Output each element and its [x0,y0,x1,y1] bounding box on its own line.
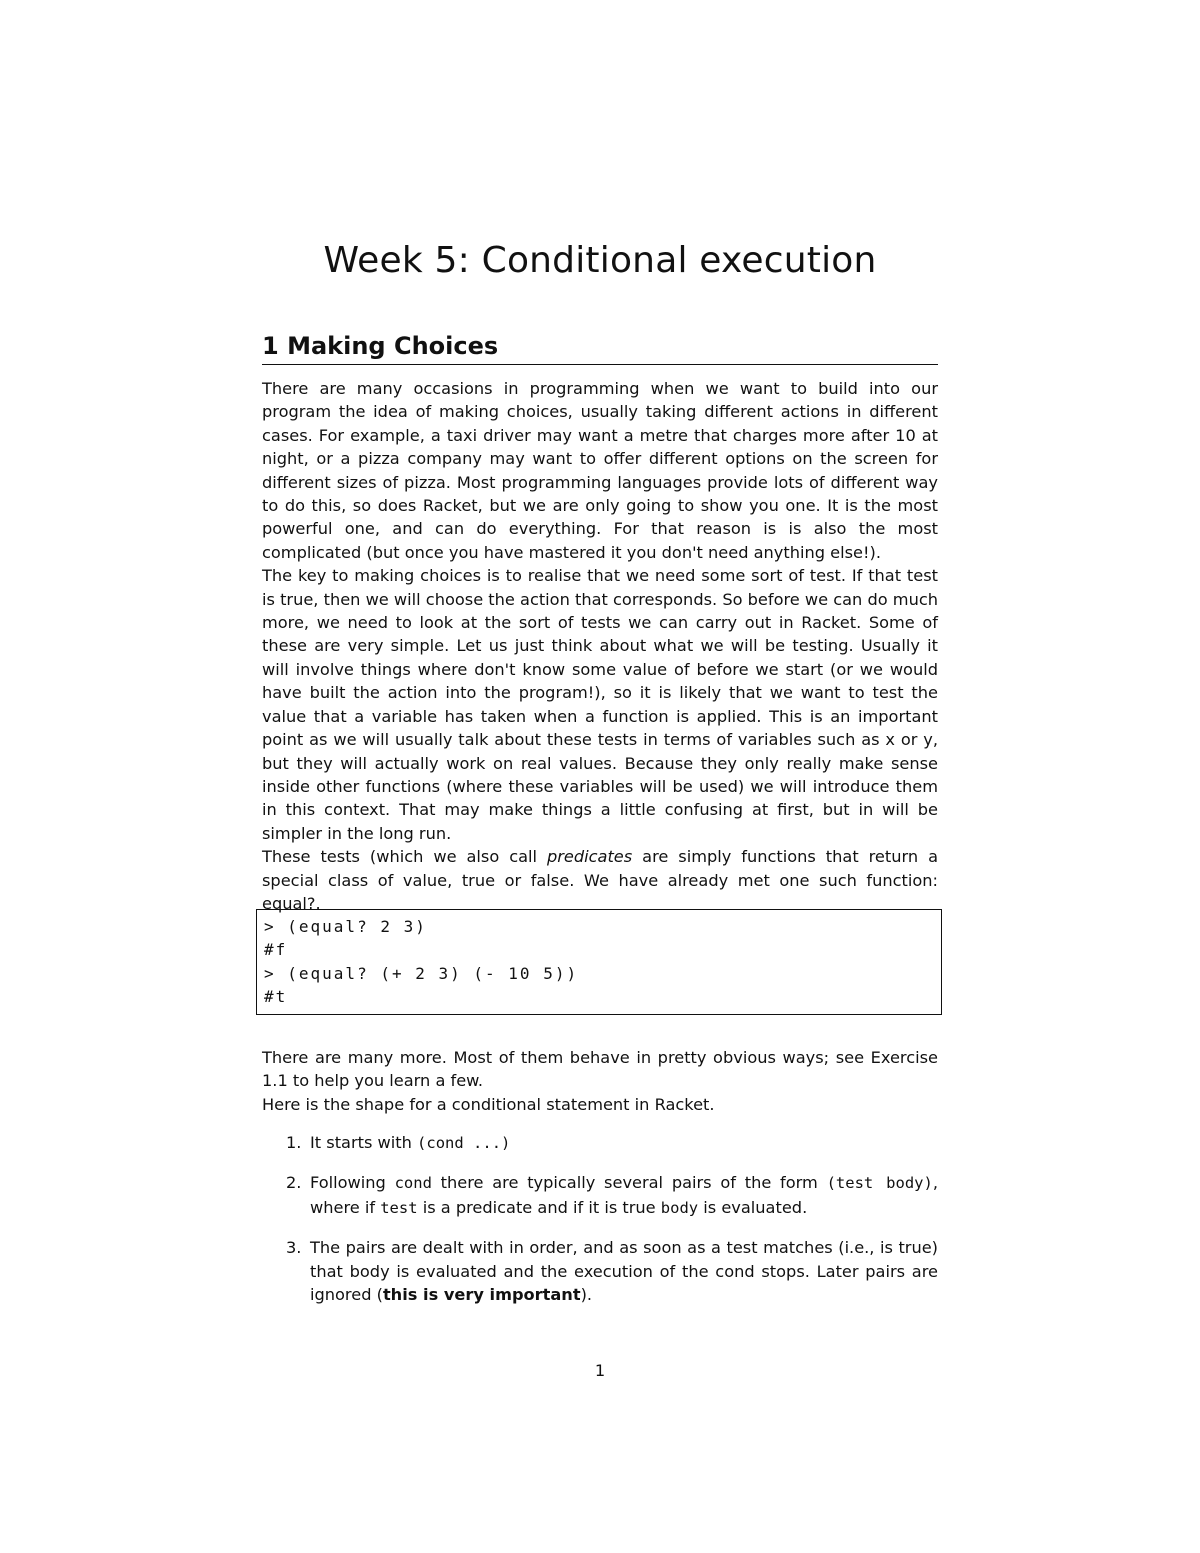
text-run: These tests (which we also call [262,847,547,867]
text-run: are simply functions that return a special class of value, true or false. We have already met one such function: equal?. [262,847,938,913]
followup-text [262,1046,938,1116]
list-item [262,1236,938,1306]
section-heading [262,332,938,365]
section-title: Making Choices [287,332,499,360]
inline-code: (test body) [826,1174,933,1193]
paragraph [262,845,938,915]
paragraph: The key to making choices is to realise that we need some sort of test. If that test is true, then we will choose the action that corresponds. So before we can do much more, we need to look at the sort of tests we can carry out in Racket. Some of these are very simple. Let us just think about what we will be testing. Usually it will involve things where don't know some value of before we start (or we would have built the action into the program!), so it is likely that we want to test the value that a variable has taken when a function is applied. This is an important point as we will usually talk about these tests in terms of variables such as x or y, but they will actually work on real values. Because they only really make sense inside other functions (where these variables will be used) we will introduce them in this context. That may make things a little confusing at first, but in will be simpler in the long run. [262,566,938,843]
code-line: > (equal? 2 3) [264,917,427,936]
inline-code: test [380,1198,418,1217]
emphasis-predicates: predicates [546,847,633,867]
code-example-box [256,909,942,1015]
paragraph: There are many occasions in programming when we want to build into our program the idea of making choices, usually taking different actions in different cases. For example, a taxi driver may want a metre that charges more after 10 at night, or a pizza company may want to offer different options on the screen for different sizes of pizza. Most programming languages provide lots of different way to do this, so does Racket, but we are only going to show you one. It is the most powerful one, and can do everything. For that reason is is also the most complicated (but once you have mastered it you don't need anything else!). [262,379,938,562]
text-run: , where if [310,1173,939,1217]
inline-code: body [660,1198,699,1217]
text-run: there are typically several pairs of the form [431,1173,827,1193]
list-item-number: 3. [286,1238,302,1258]
bold-emphasis: this is very important [382,1285,581,1305]
text-run: Following [310,1173,395,1193]
code-line: #t [264,987,288,1007]
paragraph: There are many more. Most of them behave in pretty obvious ways; see Exercise 1.1 to help you learn a few. [262,1048,938,1091]
inline-code: (cond ...) [417,1134,511,1152]
code-line: #f [264,940,288,960]
text-run: is evaluated. [698,1197,808,1217]
numbered-list [262,1131,938,1322]
list-item-number: 1. [286,1133,302,1152]
section-number: 1 [262,332,279,360]
intro-text [262,377,938,915]
code-block [264,915,941,1009]
text-run: ). [580,1285,593,1305]
code-line: > (equal? (+ 2 3) (- 10 5)) [264,963,579,983]
text-run: The pairs are dealt with in order, and as soon as a test matches (i.e., is true) that body is evaluated and the execution of the cond stops. Later pairs are ignored ( [310,1238,938,1305]
page-number: 1 [594,1361,606,1380]
text-run: It starts with [310,1133,418,1152]
list-item [262,1171,938,1220]
paragraph: Here is the shape for a conditional statement in Racket. [262,1094,715,1114]
list-item-number: 2. [286,1173,302,1193]
text-run: is a predicate and if it is true [417,1197,661,1217]
inline-code: cond [394,1174,432,1193]
document-title: Week 5: Conditional execution [323,240,877,281]
list-item [262,1131,938,1155]
